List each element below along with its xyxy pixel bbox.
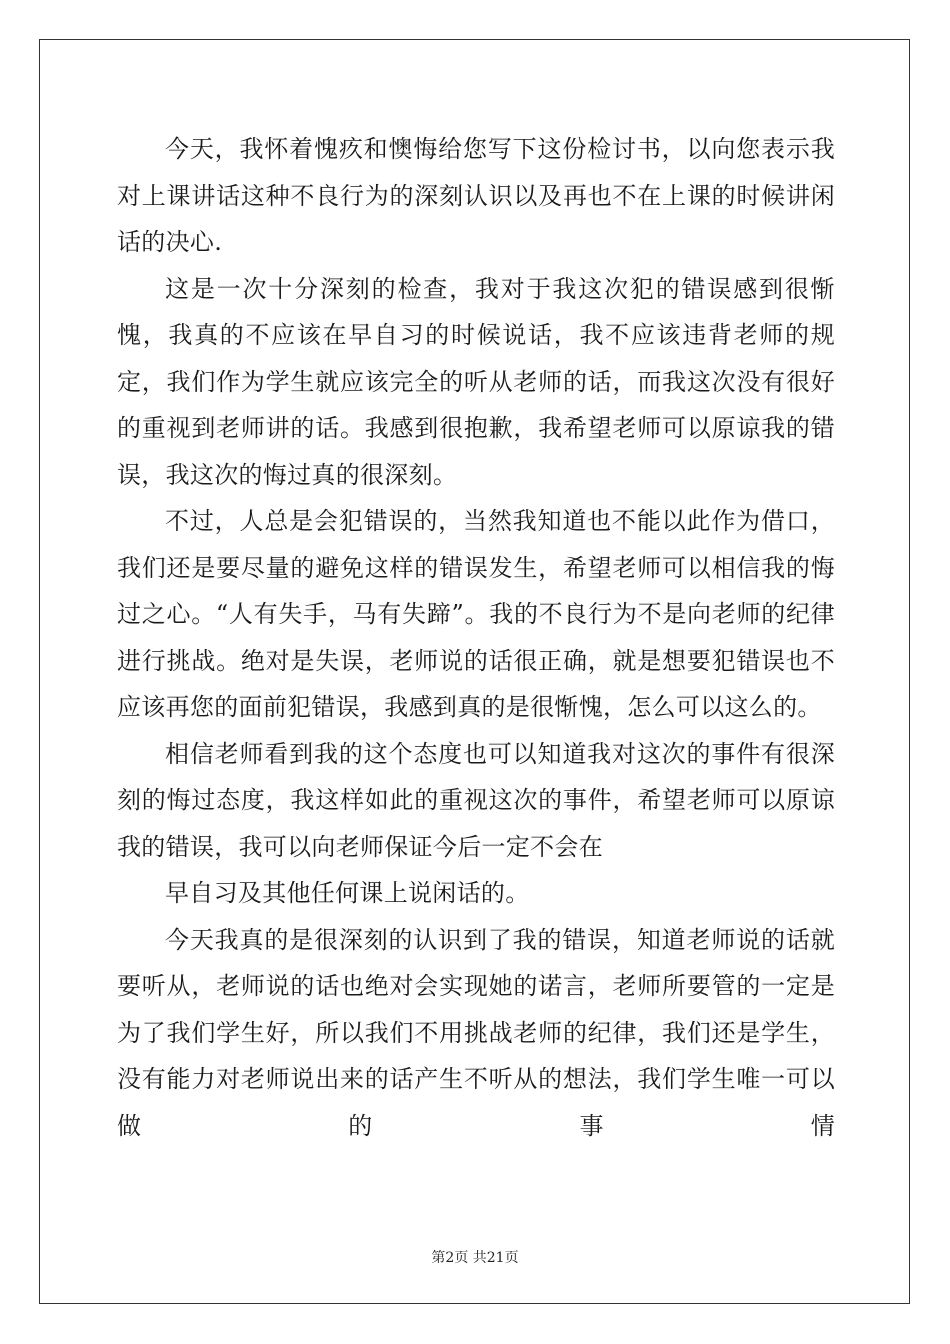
paragraph-2: 这是一次十分深刻的检查，我对于我这次犯的错误感到很惭愧，我真的不应该在早自习的时候说话，我不应该违背老师的规定，我们作为学生就应该完全的听从老师的话，而我这次没有很好的重视到老师讲的话。我感到很抱歉，我希望老师可以原谅我的错误，我这次的悔过真的很深刻。 (117, 274, 835, 489)
paragraph-5: 早自习及其他任何课上说闲话的。 (165, 879, 530, 907)
document-body (117, 126, 835, 1149)
paragraph-3: 不过，人总是会犯错误的，当然我知道也不能以此作为借口，我们还是要尽量的避免这样的错误发生，希望老师可以相信我的悔过之心。“人有失手，马有失蹄”。我的不良行为不是向老师的纪律进行挑战。绝对是失误，老师说的话很正确，就是想要犯错误也不应该再您的面前犯错误，我感到真的是很惭愧，怎么可以这么的。 (117, 507, 835, 721)
paragraph-1: 今天，我怀着愧疚和懊悔给您写下这份检讨书，以向您表示我对上课讲话这种不良行为的深刻认识以及再也不在上课的时候讲闲话的决心. (117, 135, 835, 256)
paragraph-4: 相信老师看到我的这个态度也可以知道我对这次的事件有很深刻的悔过态度，我这样如此的重视这次的事件，希望老师可以原谅我的错误，我可以向老师保证今后一定不会在 (117, 739, 835, 861)
paragraph-6: 今天我真的是很深刻的认识到了我的错误，知道老师说的话就要听从，老师说的话也绝对会实现她的诺言，老师所要管的一定是为了我们学生好，所以我们不用挑战老师的纪律，我们还是学生，没有能力对老师说出来的话产生不听从的想法，我们学生唯一可以做的事情 (117, 925, 835, 1140)
page-number-footer: 第2页 共21页 (431, 1250, 519, 1266)
